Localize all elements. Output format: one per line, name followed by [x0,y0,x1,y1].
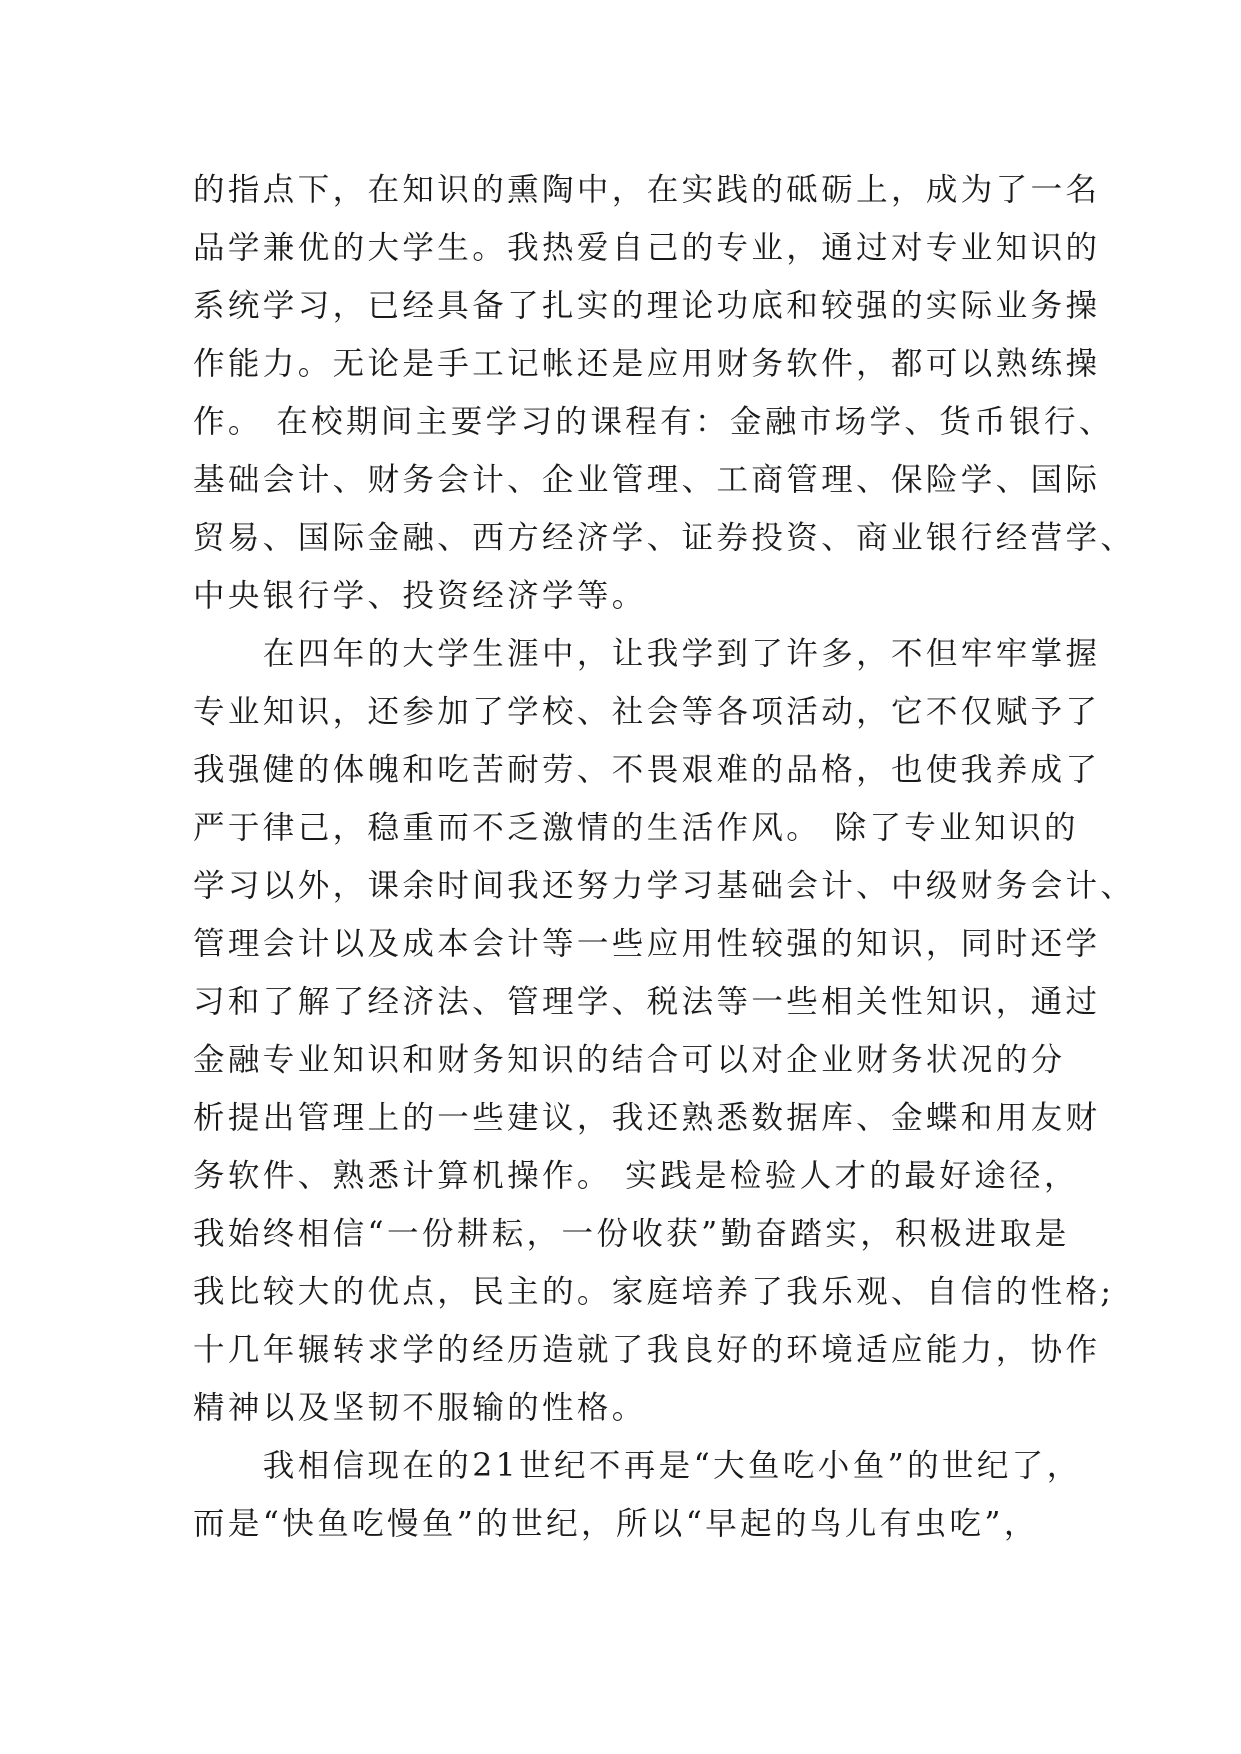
text-line: 管理会计以及成本会计等一些应用性较强的知识，同时还学 [193,926,1101,962]
text-line: 十几年辗转求学的经历造就了我良好的环境适应能力，协作 [193,1332,1101,1368]
text-line: 品学兼优的大学生。我热爱自己的专业，通过对专业知识的 [193,230,1101,266]
text-line: 精神以及坚韧不服输的性格。 [193,1390,647,1426]
text-line: 专业知识，还参加了学校、社会等各项活动，它不仅赋予了 [193,694,1101,730]
text-line: 析提出管理上的一些建议，我还熟悉数据库、金蝶和用友财 [193,1100,1101,1136]
text-line: 作。 在校期间主要学习的课程有：金融市场学、货币银行、 [193,404,1114,440]
text-line: 务软件、熟悉计算机操作。 实践是检验人才的最好途径， [193,1158,1079,1194]
text-line: 而是“快鱼吃慢鱼”的世纪，所以“早起的鸟儿有虫吃”， [193,1506,1039,1542]
text-line: 的指点下，在知识的熏陶中，在实践的砥砺上，成为了一名 [193,172,1101,208]
text-line: 严于律己，稳重而不乏激情的生活作风。 除了专业知识的 [193,810,1079,846]
text-line: 我比较大的优点，民主的。家庭培养了我乐观、自信的性格; [193,1274,1115,1310]
text-line: 我始终相信“一份耕耘，一份收获”勤奋踏实，积极进取是 [193,1216,1070,1252]
text-line: 贸易、国际金融、西方经济学、证券投资、商业银行经营学、 [193,520,1136,556]
document-body [193,161,1136,1553]
text-line: 中央银行学、投资经济学等。 [193,578,647,614]
text-line: 系统学习，已经具备了扎实的理论功底和较强的实际业务操 [193,288,1101,324]
text-line: 金融专业知识和财务知识的结合可以对企业财务状况的分 [193,1042,1066,1078]
paragraph-start-line: 在四年的大学生涯中，让我学到了许多，不但牢牢掌握 [193,636,1101,672]
paragraph-start-line: 我相信现在的21世纪不再是“大鱼吃小鱼”的世纪了， [193,1448,1082,1484]
text-line: 基础会计、财务会计、企业管理、工商管理、保险学、国际 [193,462,1101,498]
text-line: 作能力。无论是手工记帐还是应用财务软件，都可以熟练操 [193,346,1101,382]
text-line: 我强健的体魄和吃苦耐劳、不畏艰难的品格，也使我养成了 [193,752,1101,788]
text-line: 学习以外，课余时间我还努力学习基础会计、中级财务会计、 [193,868,1136,904]
text-line: 习和了解了经济法、管理学、税法等一些相关性知识，通过 [193,984,1101,1020]
